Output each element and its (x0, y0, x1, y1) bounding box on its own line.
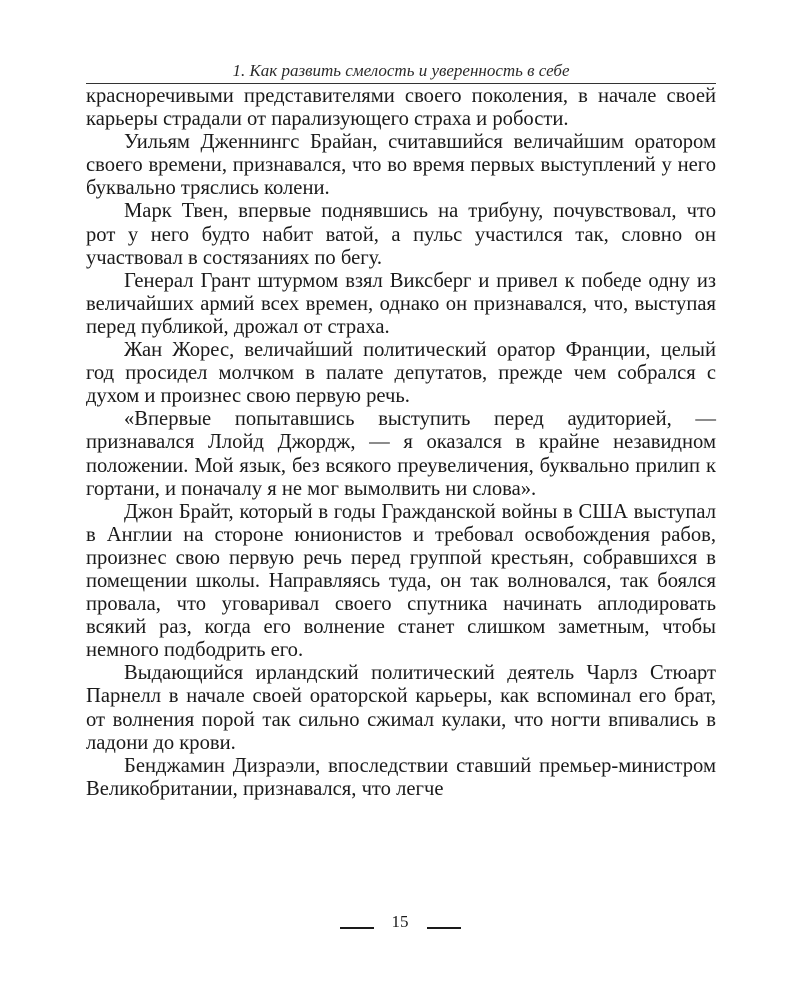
paragraph: Выдающийся ирландский политический деятель Чарлз Стюарт Парнелл в начале своей ораторской карьеры, как вспоминал его брат, от волнения порой так сильно сжимал кулаки, что ногти впивались в ладони до крови. (86, 662, 716, 754)
page-footer (0, 912, 800, 932)
body-text (86, 85, 716, 801)
footer-rule-right (427, 927, 461, 929)
page-number: 15 (391, 912, 409, 931)
paragraph: Джон Брайт, который в годы Гражданской войны в США выступал в Англии на стороне юнионистов и требовал освобождения рабов, произнес свою первую речь перед группой крестьян, собравшихся в помещении школы. Направляясь туда, он так волновался, так боялся провала, что уговаривал своего спутника начинать аплодировать всякий раз, когда его волнение станет слишком заметным, чтобы немного подбодрить его. (86, 500, 716, 662)
paragraph: Генерал Грант штурмом взял Виксберг и привел к победе одну из величайших армий всех времен, однако он признавался, что, выступая перед публикой, дрожал от страха. (86, 269, 716, 338)
paragraph: Жан Жорес, величайший политический оратор Франции, целый год просидел молчком в палате депутатов, прежде чем собрался с духом и произнес свою первую речь. (86, 339, 716, 408)
footer-rule-left (340, 927, 374, 929)
paragraph: Уильям Дженнингс Брайан, считавшийся величайшим оратором своего времени, признавался, что во время первых выступлений у него буквально тряслись колени. (86, 131, 716, 200)
paragraph: красноречивыми представителями своего поколения, в начале своей карьеры страдали от парализующего страха и робости. (86, 85, 716, 131)
paragraph: «Впервые попытавшись выступить перед аудиторией, — признавался Ллойд Джордж, — я оказался в крайне незавидном положении. Мой язык, без всякого преувеличения, буквально прилип к гортани, и поначалу я не мог вымолвить ни слова». (86, 408, 716, 500)
paragraph: Бенджамин Дизраэли, впоследствии ставший премьер-министром Великобритании, признавался, что легче (86, 754, 716, 800)
running-header: 1. Как развить смелость и уверенность в себе (86, 60, 716, 84)
book-page (86, 60, 716, 801)
paragraph: Марк Твен, впервые поднявшись на трибуну, почувствовал, что рот у него будто набит ватой, а пульс участился так, словно он участвовал в состязаниях по бегу. (86, 200, 716, 269)
